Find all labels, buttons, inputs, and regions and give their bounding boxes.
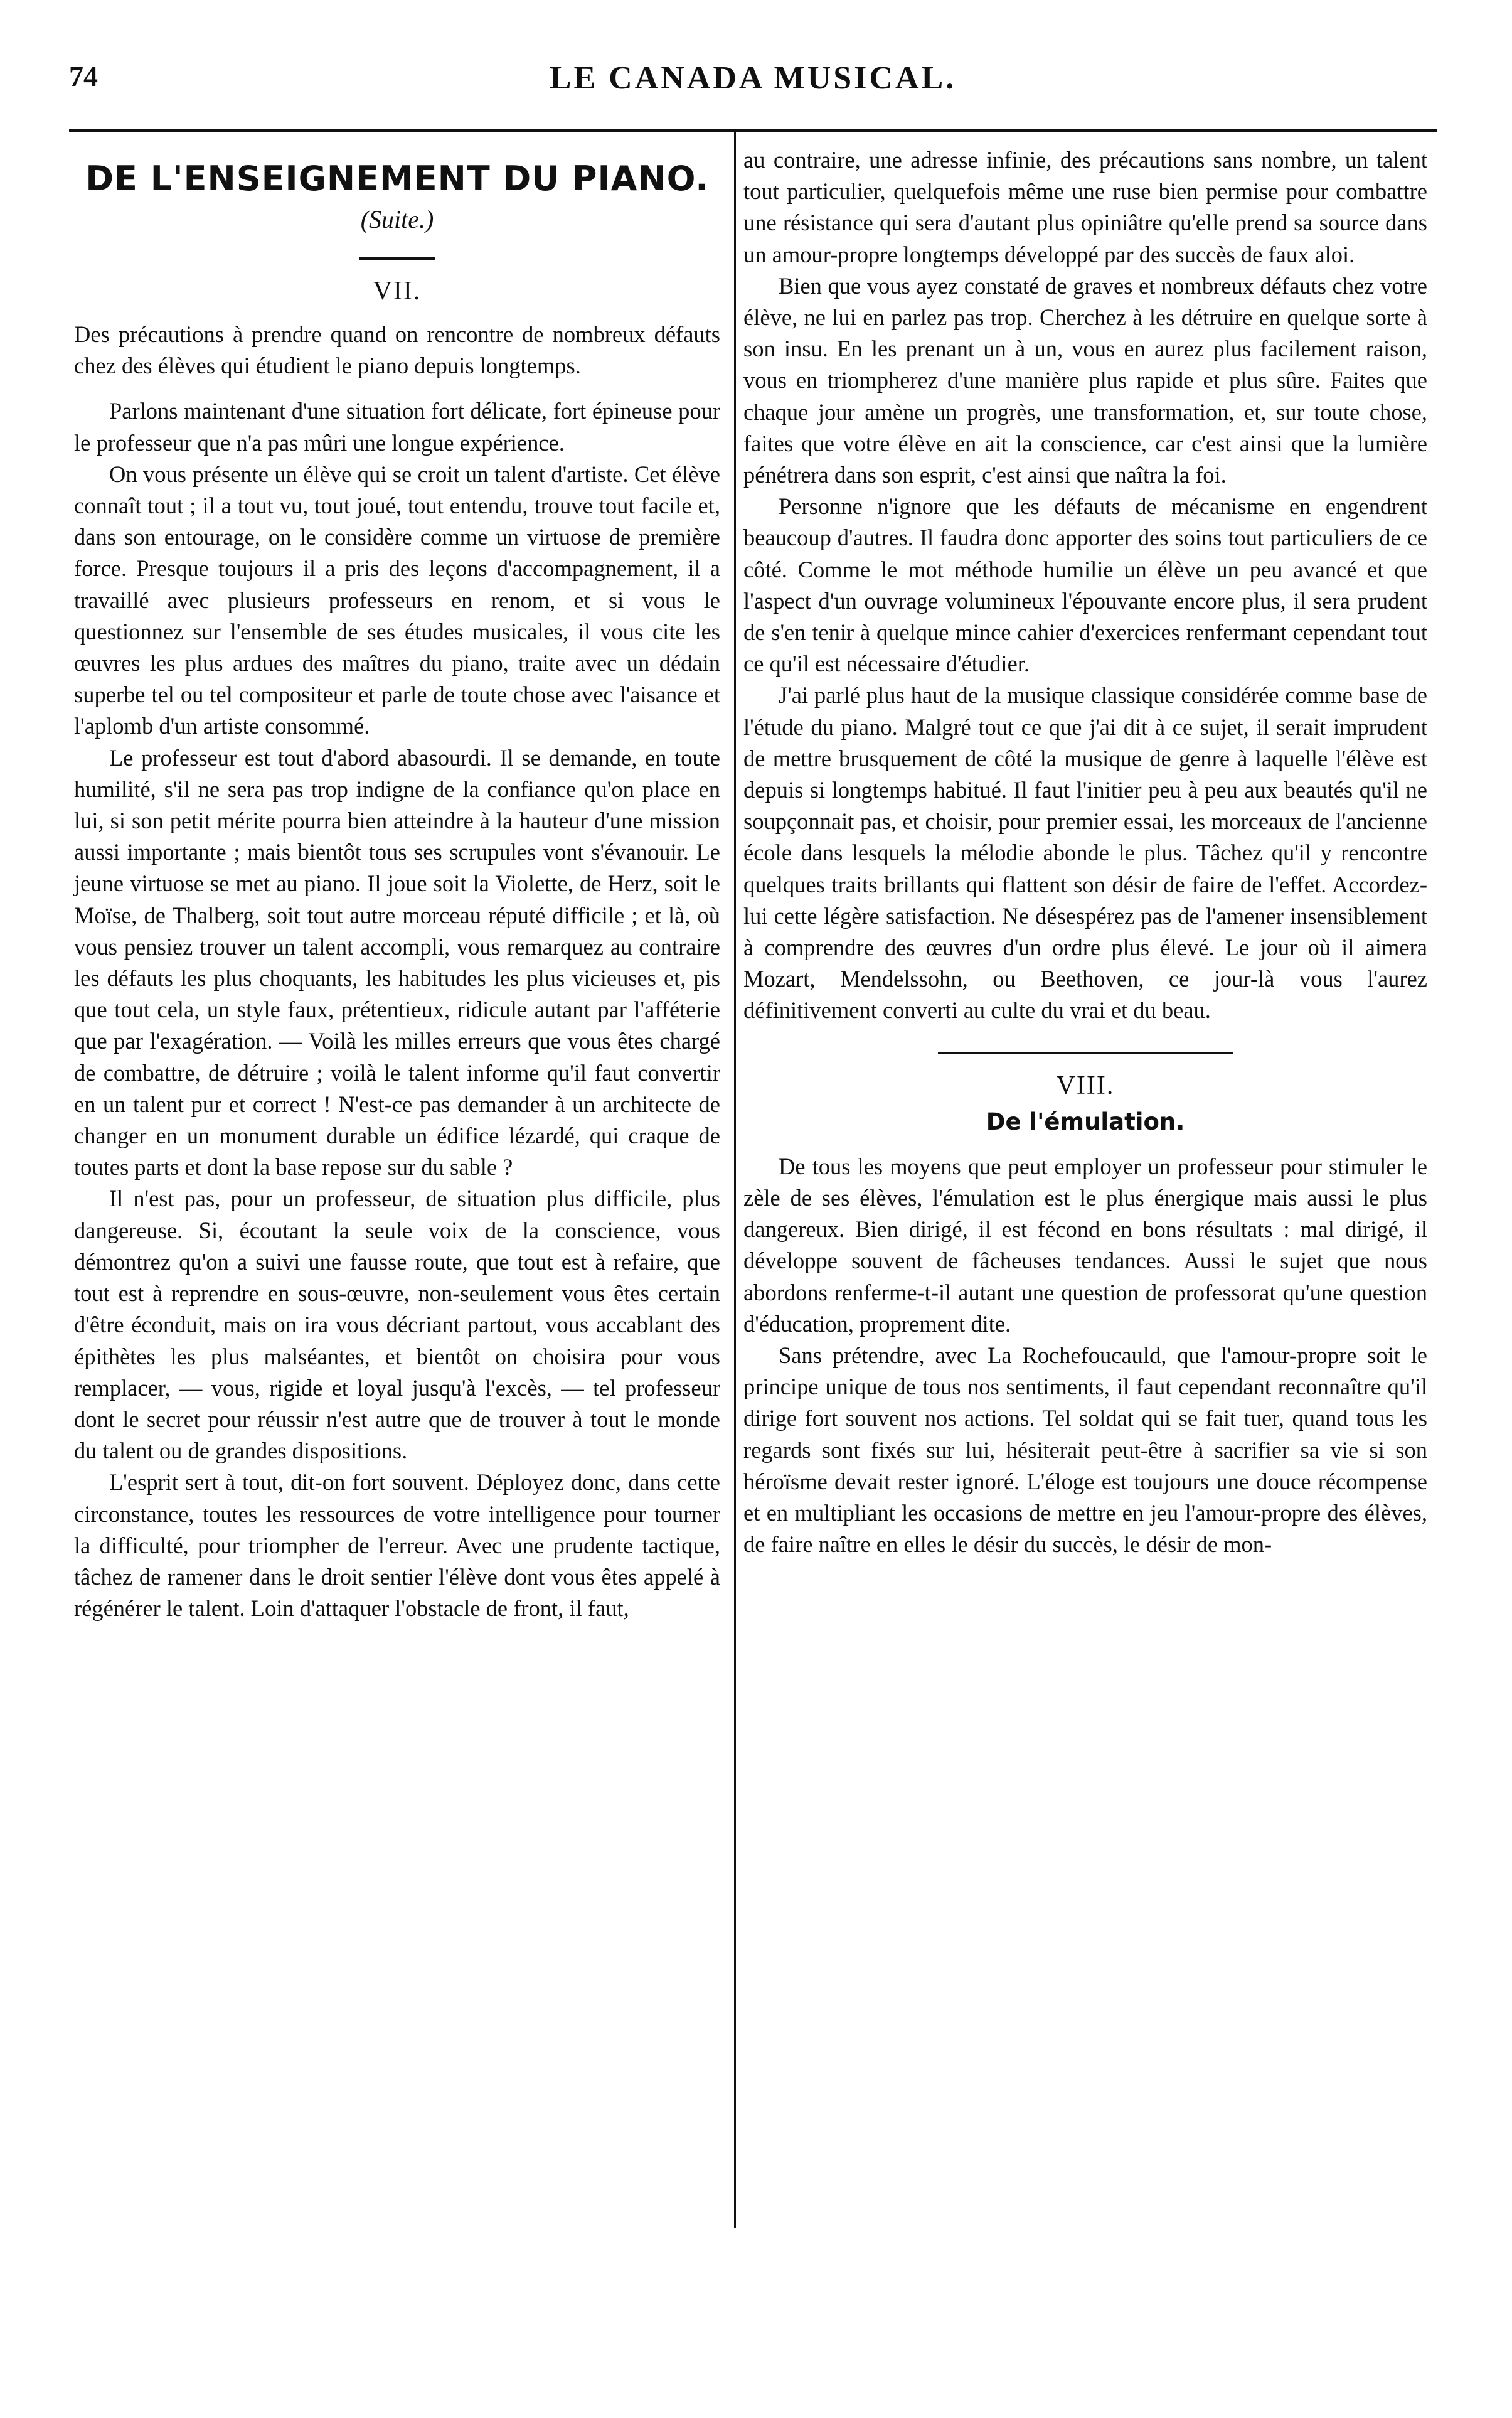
paragraph: Il n'est pas, pour un professeur, de situation plus difficile, plus dangereuse. Si, écoutant la seule voix de la conscience, vous démontrez qu'on a suivi une fausse route, que tout est à refaire, que tout est à reprendre en sous-œuvre, non-seulement vous êtes certain d'être éconduit, mais on ira vous décriant partout, vous accablant des épithètes les plus malséantes, et bientôt on choisira pour vous remplacer, — vous, rigide et loyal jusqu'à l'excès, — tel professeur dont le secret pour réussir n'est autre que de trouver à tout le monde du talent ou de grandes dispositions. [74, 1185, 720, 1464]
running-title: LE CANADA MUSICAL. [549, 60, 957, 96]
paragraph: On vous présente un élève qui se croit un talent d'artiste. Cet élève connaît tout ; il a tout vu, tout joué, tout entendu, trouve tout facile et, dans son entourage, on le considère comme un virtuose de première force. Presque toujours il a pris des leçons d'accompagnement, il a travaillé avec plusieurs professeurs en renom, et si vous le questionnez sur l'ensemble de ses études musicales, il vous cite les œuvres les plus ardues des maîtres du piano, traite avec un dédain superbe tel ou tel compositeur et parle de toute chose avec l'aisance et l'aplomb d'un artiste consommé. [74, 461, 720, 739]
section-rule [938, 1052, 1233, 1054]
article-subtitle: (Suite.) [360, 205, 434, 233]
page-header [69, 60, 1437, 110]
paragraph: L'esprit sert à tout, dit-on fort souvent. Déployez donc, dans cette circonstance, toutes les ressources de votre intelligence pour tourner la difficulté, pour triompher de l'erreur. Avec une prudente tactique, tâchez de ramener dans le droit sentier l'élève dont vous êtes appelé à régénérer le talent. Loin d'attaquer l'obstacle de front, il faut, [74, 1469, 720, 1622]
paragraph-continued: au contraire, une adresse infinie, des précautions sans nombre, un talent tout particulier, quelquefois même une ruse bien permise pour combattre une résistance qui sera d'autant plus opiniâtre qu'elle prend sa source dans un amour-propre longtemps développé par des succès de faux aloi. [743, 147, 1427, 267]
paragraph: De tous les moyens que peut employer un professeur pour stimuler le zèle de ses élèves, l'émulation est le plus énergique mais aussi le plus dangereux. Bien dirigé, il est fécond en bons résultats : mal dirigé, il développe souvent de fâcheuses tendances. Aussi le sujet que nous abordons renferme-t-il autant une question de professorat qu'une question d'éducation, proprement dite. [743, 1153, 1427, 1337]
page-number: 74 [69, 60, 98, 92]
section-lead: Des précautions à prendre quand on rencontre de nombreux défauts chez des élèves qui étudient le piano depuis longtemps. [74, 321, 720, 379]
title-rule [359, 257, 435, 260]
section-number-viii: VIII. [1056, 1071, 1115, 1100]
paragraph: Sans prétendre, avec La Rochefoucauld, que l'amour-propre soit le principe unique de tous nos sentiments, il faut cependant reconnaître qu'il dirige fort souvent nos actions. Tel soldat qui se fait tuer, quand tous les regards sont fixés sur lui, hésiterait peut-être à sacrifier sa vie si son héroïsme devait rester ignoré. L'éloge est toujours une douce récompense et en multipliant les occasions de mettre en jeu l'amour-propre des élèves, de faire naître en elles le désir du succès, le désir de mon- [743, 1342, 1427, 1558]
article-title: DE L'ENSEIGNEMENT DU PIANO. [85, 159, 709, 198]
paragraph: Bien que vous ayez constaté de graves et nombreux défauts chez votre élève, ne lui en parlez pas trop. Cherchez à les détruire en quelque sorte à son insu. En les prenant un à un, vous en aurez plus facilement raison, vous en triompherez d'une manière plus rapide et plus sûre. Faites que chaque jour amène un progrès, une transformation, et, sur toute chose, faites que votre élève en ait la conscience, car c'est ainsi que la lumière pénétrera dans son esprit, c'est ainsi que naîtra la foi. [743, 272, 1427, 488]
left-column [74, 144, 720, 1624]
paragraph: Le professeur est tout d'abord abasourdi. Il se demande, en toute humilité, s'il ne sera pas trop indigne de la confiance qu'on place en lui, si son petit mérite pourra bien atteindre à la hauteur d'une mission aussi importante ; mais bientôt tous ses scrupules vont s'évanouir. Le jeune virtuose se met au piano. Il joue soit la Violette, de Herz, soit le Moïse, de Thalberg, soit tout autre morceau réputé difficile ; et là, où vous pensiez trouver un talent accompli, vous remarquez au contraire les défauts les plus choquants, les habitudes les plus vicieuses et, pis que tout cela, un style faux, prétentieux, ridicule autant par l'afféterie que par l'exagération. — Voilà les milles erreurs que vous êtes chargé de combattre, de détruire ; voilà le talent informe qu'il faut convertir en un talent pur et correct ! N'est-ce pas demander à un architecte de changer en un monument durable un édifice lézardé, qui craque de toutes parts et dont la base repose sur du sable ? [74, 744, 720, 1180]
paragraph: Personne n'ignore que les défauts de mécanisme en engendrent beaucoup d'autres. Il faudra donc apporter des soins tout particuliers de ce côté. Comme le mot méthode humilie un élève un peu avancé et que l'aspect d'un ouvrage volumineux l'épouvante encore plus, il sera prudent de s'en tenir à quelque mince cahier d'exercices renfermant cependant tout ce qu'il est nécessaire d'étudier. [743, 493, 1427, 677]
section-heading: De l'émulation. [986, 1108, 1185, 1135]
column-rule [734, 132, 736, 2228]
paragraph: J'ai parlé plus haut de la musique classique considérée comme base de l'étude du piano. Malgré tout ce que j'ai dit à ce sujet, il serait imprudent de mettre brusquement de côté la musique de genre à laquelle l'élève est depuis si longtemps habitué. Il faut l'initier peu à peu aux beautés qu'il ne soupçonnait pas, et choisir, pour premier essai, les morceaux de l'ancienne école dans lesquels la mélodie abonde le plus. Tâchez qu'il y rencontre quelques traits brillants qui flattent son désir de faire de l'effet. Accordez-lui cette légère satisfaction. Ne désespérez pas de l'amener insensiblement à comprendre des œuvres d'un ordre plus élevé. Le jour où il aimera Mozart, Mendelssohn, ou Beethoven, ce jour-là vous l'aurez définitivement converti au culte du vrai et du beau. [743, 682, 1427, 1024]
paragraph: Parlons maintenant d'une situation fort délicate, fort épineuse pour le professeur que n'a pas mûri une longue expérience. [74, 398, 720, 456]
section-number-vii: VII. [373, 277, 422, 306]
right-column [743, 144, 1427, 1560]
header-rule [69, 129, 1437, 132]
